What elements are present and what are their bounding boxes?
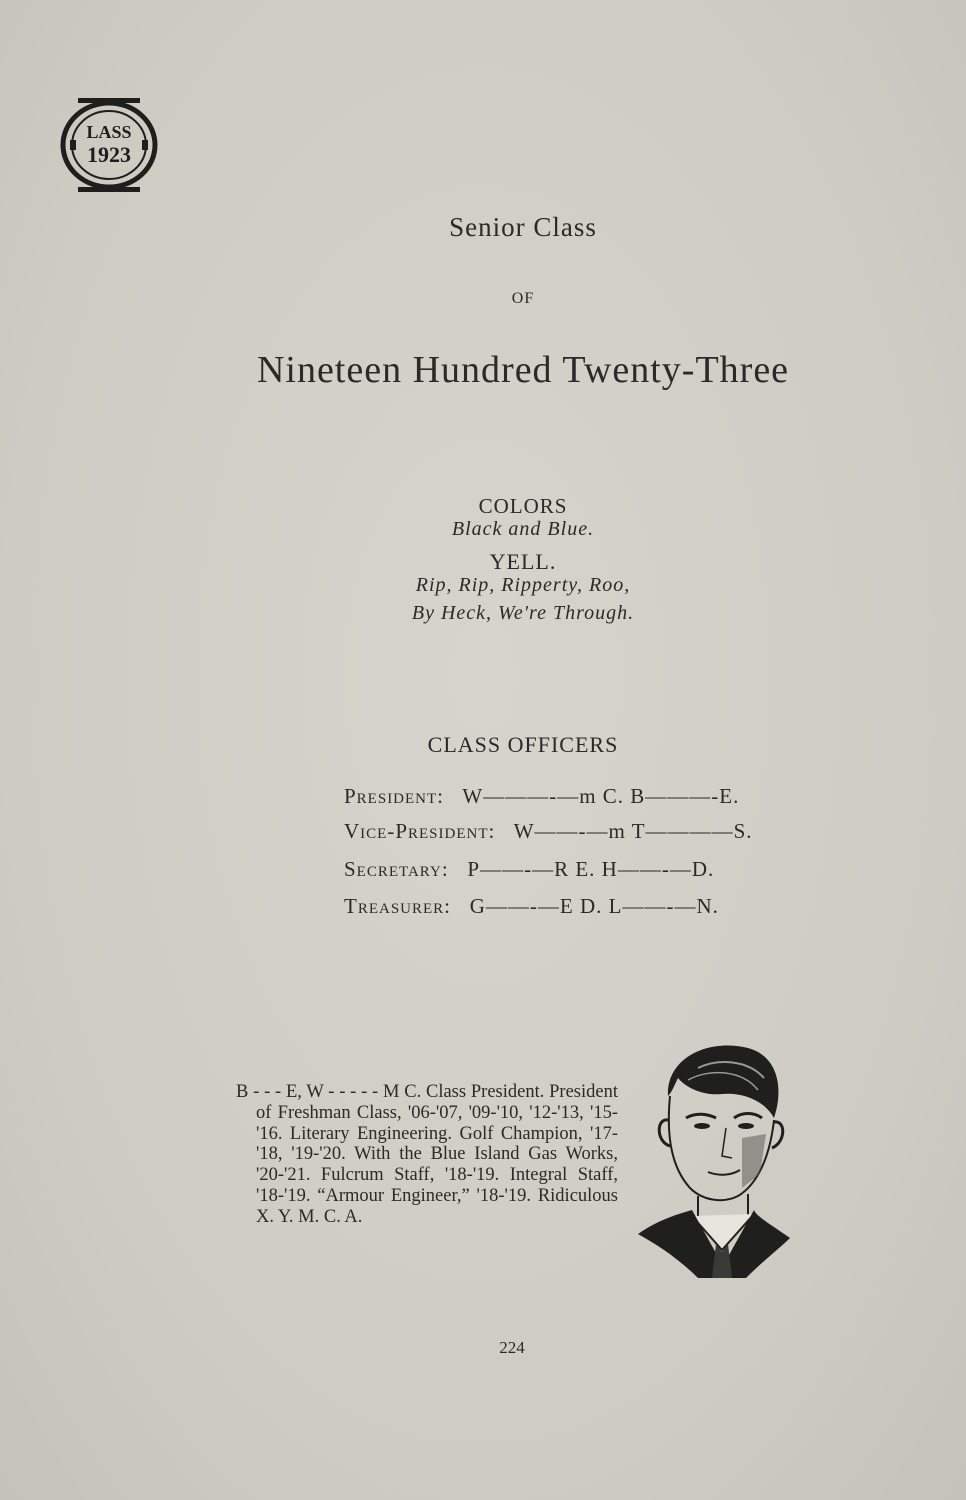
colors-value: Black and Blue. (451, 518, 595, 540)
title-of: OF (511, 290, 535, 307)
officer-name: W———-—m C. B———-E. (462, 784, 740, 808)
officer-role: Vice-President: (344, 819, 496, 843)
officer-name: W——-—m T————S. (513, 819, 753, 843)
page-title: Senior Class (449, 212, 597, 242)
class-year-title: Nineteen Hundred Twenty-Three (256, 349, 790, 391)
yell-line-2: By Heck, We're Through. (411, 602, 635, 624)
yell-heading: YELL. (489, 549, 557, 574)
officer-role: Treasurer: (344, 894, 452, 918)
officers-heading: CLASS OFFICERS (427, 732, 619, 757)
yell-line-1: Rip, Rip, Ripperty, Roo, (415, 574, 631, 596)
officer-treasurer (344, 894, 719, 919)
class-seal-icon (60, 98, 158, 192)
officer-role: Secretary: (344, 857, 449, 881)
svg-text:LASS: LASS (86, 122, 132, 142)
officer-secretary (344, 857, 714, 882)
officer-president (344, 784, 739, 809)
senior-biography: B - - - E, W - - - - - M C. Class President. President of Freshman Class, '06-'07, '09-'10, '12-'13, '15-'16. Literary Engineering. Golf Champion, '17-'18, '19-'20. With the Blue Island Gas Works, '20-'21. Fulcrum Staff, '18-'19. Integral Staff, '18-'19. “Armour Engineer,” '18-'19. Ridiculous X. Y. M. C. A. (236, 1082, 618, 1227)
svg-text:1923: 1923 (87, 142, 131, 167)
student-portrait-icon (638, 1038, 790, 1278)
page-number: 224 (499, 1338, 525, 1357)
officer-name: G——-—E D. L——-—N. (469, 894, 719, 918)
officer-vice-president (344, 819, 753, 844)
officer-role: President: (344, 784, 445, 808)
colors-heading: COLORS (478, 494, 568, 518)
officer-name: P——-—R E. H——-—D. (467, 857, 715, 881)
